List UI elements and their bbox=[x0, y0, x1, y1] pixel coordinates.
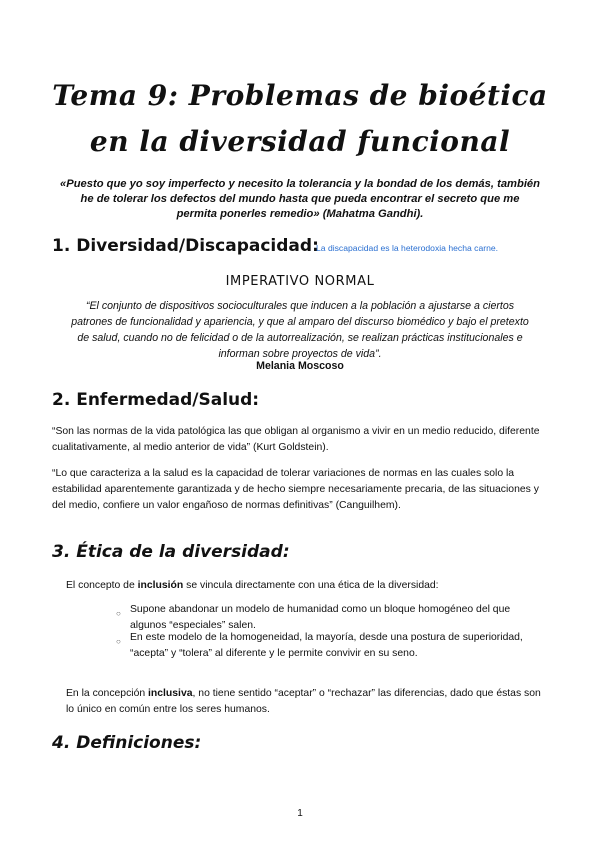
quote-author: Melania Moscoso bbox=[256, 360, 344, 372]
section-heading-enfermedad: 2. Enfermedad/Salud: bbox=[52, 390, 260, 410]
inclusion-intro-rest: se vincula directamente con una ética de la diversidad: bbox=[183, 580, 439, 591]
inclusion-intro-text: El concepto de bbox=[66, 580, 138, 591]
inclusiva-text: En la concepción bbox=[66, 688, 149, 699]
section-heading-etica: 3. Ética de la diversidad: bbox=[52, 542, 290, 562]
page-number: 1 bbox=[297, 808, 303, 819]
bullet-circle-icon: ○ bbox=[116, 637, 121, 646]
page-title-line-2: en la diversidad funcional bbox=[89, 125, 511, 158]
bullet-circle-icon: ○ bbox=[116, 609, 121, 618]
subheading-imperativo: IMPERATIVO NORMAL bbox=[225, 274, 375, 289]
moscoso-quote: “El conjunto de dispositivos socioculturales que inducen a la población a ajustarse a ciertos patrones de funcionalidad y apariencia, y que al amparo del discurso biomédico y bajo el pretexto de salud, cuando no de felicidad o de la autorrealización, se realizan prácticas institucionales e informan sobre proyectos de vida”. bbox=[71, 300, 529, 360]
annotation-note: La discapacidad es la heterodoxia hecha carne. bbox=[316, 243, 499, 253]
inclusiva-term: inclusiva bbox=[148, 688, 193, 699]
goldstein-paragraph: “Son las normas de la vida patológica las que obligan al organismo a vivir en un medio reducido, diferente cualitativamente, al medio anterior de vida” (Kurt Goldstein). bbox=[52, 426, 540, 453]
inclusiva-rest: , no tiene sentido “aceptar” o “rechazar” las diferencias, dado que éstas son lo único en común entre los seres humanos. bbox=[66, 688, 541, 715]
epigraph: «Puesto que yo soy imperfecto y necesito la tolerancia y la bondad de los demás, también he de tolerar los defectos del mundo hasta que pueda encontrar el secreto que me permita ponerles remedio» (Mahatma Gandhi). bbox=[60, 178, 540, 220]
bullet-item bbox=[116, 630, 530, 662]
bullet-text: Supone abandonar un modelo de humanidad como un bloque homogéneo del que algunos “especiales” salen. bbox=[130, 604, 511, 631]
canguilhem-paragraph: “Lo que caracteriza a la salud es la capacidad de tolerar variaciones de normas en las cuales solo la estabilidad aparentemente garantizada y de hecho siempre necesariamente precaria, de las situaciones y del medio, confiere un valor engañoso de normas definitivas” (Canguilhem). bbox=[52, 468, 539, 511]
bullet-text: En este modelo de la homogeneidad, la mayoría, desde una postura de superioridad, “acepta” y “tolera” al diferente y le permite convivir en su seno. bbox=[130, 632, 523, 659]
inclusion-intro bbox=[66, 578, 566, 594]
section-heading-definiciones: 4. Definiciones: bbox=[52, 733, 202, 753]
inclusiva-paragraph bbox=[66, 686, 546, 718]
section-heading-diversidad: 1. Diversidad/Discapacidad: bbox=[52, 236, 319, 256]
inclusion-term: inclusión bbox=[137, 580, 184, 591]
page-title-line-1: Tema 9: Problemas de bioética bbox=[52, 79, 548, 112]
